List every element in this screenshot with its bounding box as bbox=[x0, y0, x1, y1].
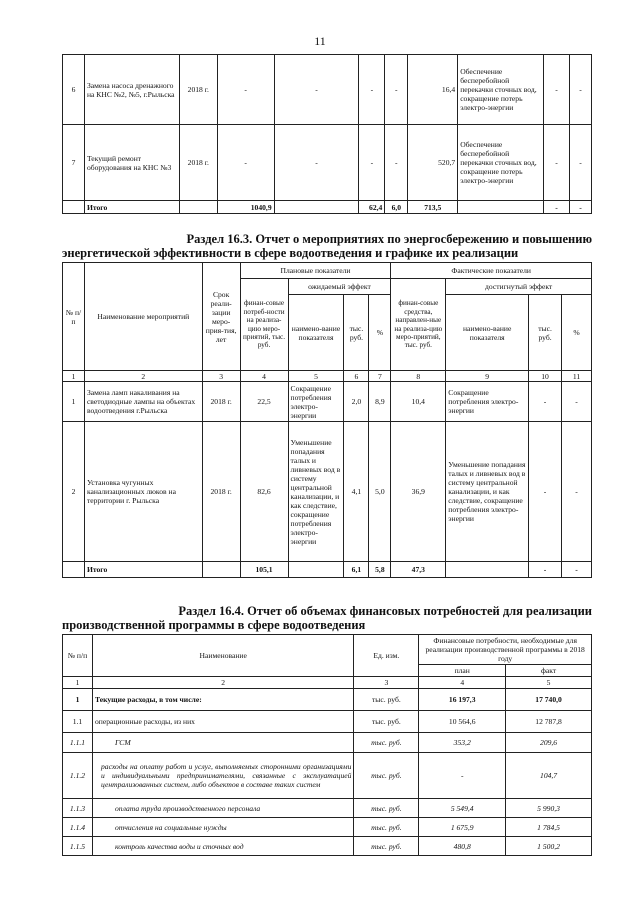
header-indicator: наимено-вание показателя bbox=[288, 295, 344, 371]
cell-value: - bbox=[359, 125, 385, 201]
page-number: 11 bbox=[314, 34, 326, 48]
header-number: № п/п bbox=[63, 635, 93, 677]
header-thous-rub: тыс. руб. bbox=[344, 295, 369, 371]
row-number: 1.1.2 bbox=[63, 753, 93, 799]
table-measures-continued bbox=[62, 54, 592, 214]
effect-description: Уменьшение попадания талых и ливневых вод в систему центральной канализации, и как следствие, сокращение потребления электро-энергии bbox=[446, 422, 529, 562]
plan-value: 480,8 bbox=[419, 837, 506, 856]
item-unit: тыс. руб. bbox=[354, 837, 419, 856]
cell-value: 8,9 bbox=[369, 382, 391, 422]
table-row bbox=[63, 125, 592, 201]
item-name: расходы на оплату работ и услуг, выполняемых сторонними организациями и индивидуальными предпринимателями, связанные с эксплуатацией централизованных систем, либо объектов в составе таких систем bbox=[92, 753, 353, 799]
table-financial-needs bbox=[62, 634, 592, 856]
column-numbers-row bbox=[63, 371, 592, 382]
plan-value: 353,2 bbox=[419, 733, 506, 753]
measure-name: Установка чугунных канализационных люков на территории г. Рыльска bbox=[84, 422, 202, 562]
effect-description: Обеспечение бесперебойной перекачки сточных вод, сокращение потерь электро-энергии bbox=[458, 125, 544, 201]
row-number: 1.1.4 bbox=[63, 818, 93, 837]
header-planned: Плановые показатели bbox=[240, 263, 391, 279]
heading-line: производственной программы в сфере водоотведения bbox=[62, 618, 366, 632]
row-number: 1.1.1 bbox=[63, 733, 93, 753]
header-expected-effect: ожидаемый эффект bbox=[288, 279, 391, 295]
column-number: 3 bbox=[202, 371, 240, 382]
fact-value: 209,6 bbox=[506, 733, 592, 753]
row-number: 6 bbox=[63, 55, 85, 125]
column-number: 5 bbox=[506, 677, 592, 689]
plan-value: 1 675,9 bbox=[419, 818, 506, 837]
measure-year: 2018 г. bbox=[202, 422, 240, 562]
cell-value: 22,5 bbox=[240, 382, 288, 422]
cell-value: 16,4 bbox=[408, 55, 458, 125]
effect-description: Обеспечение бесперебойной перекачки сточных вод, сокращение потерь электро-энергии bbox=[458, 55, 544, 125]
cell-value: - bbox=[274, 125, 359, 201]
fact-value: 104,7 bbox=[506, 753, 592, 799]
item-unit: тыс. руб. bbox=[354, 753, 419, 799]
column-number: 9 bbox=[446, 371, 529, 382]
total-label: Итого bbox=[84, 201, 179, 214]
column-numbers-row bbox=[63, 677, 592, 689]
total-value: 6,1 bbox=[344, 562, 369, 578]
heading-line: Раздел 16.4. Отчет об объемах финансовых потребностей для реализации bbox=[178, 604, 592, 618]
total-value: 1040,9 bbox=[217, 201, 274, 214]
total-value: 47,3 bbox=[391, 562, 446, 578]
header-plan: план bbox=[419, 665, 506, 677]
row-number: 7 bbox=[63, 125, 85, 201]
item-unit: тыс. руб. bbox=[354, 689, 419, 711]
header-unit: Ед. изм. bbox=[354, 635, 419, 677]
column-number: 4 bbox=[240, 371, 288, 382]
cell-value: 520,7 bbox=[408, 125, 458, 201]
cell-value: 5,0 bbox=[369, 422, 391, 562]
column-number: 2 bbox=[84, 371, 202, 382]
table-row bbox=[63, 837, 592, 856]
cell-value: - bbox=[570, 125, 592, 201]
item-name: отчисления на социальные нужды bbox=[92, 818, 353, 837]
heading-line: Раздел 16.3. Отчет о мероприятиях по энергосбережению и повышению bbox=[186, 232, 592, 246]
row-number: 1 bbox=[63, 382, 85, 422]
cell-value: - bbox=[562, 422, 592, 562]
column-number: 8 bbox=[391, 371, 446, 382]
table-row bbox=[63, 753, 592, 799]
total-value: - bbox=[562, 562, 592, 578]
measure-name: Замена насоса дренажного на КНС №2, №5, г.Рыльска bbox=[84, 55, 179, 125]
item-unit: тыс. руб. bbox=[354, 818, 419, 837]
column-number: 1 bbox=[63, 371, 85, 382]
effect-description: Уменьшение попадания талых и ливневых вод в систему центральной канализации, и как следствие, сокращение потребления электро-энергии bbox=[288, 422, 344, 562]
table-row bbox=[63, 422, 592, 562]
measure-name: Замена ламп накаливания на светодиодные лампы на объектах водоотведения г.Рыльска bbox=[84, 382, 202, 422]
table-row bbox=[63, 689, 592, 711]
total-value: - bbox=[544, 201, 570, 214]
plan-value: 10 564,6 bbox=[419, 711, 506, 733]
table-row bbox=[63, 55, 592, 125]
item-name: ГСМ bbox=[92, 733, 353, 753]
column-number: 1 bbox=[63, 677, 93, 689]
cell-value: - bbox=[217, 55, 274, 125]
item-unit: тыс. руб. bbox=[354, 733, 419, 753]
column-number: 6 bbox=[344, 371, 369, 382]
measure-year: 2018 г. bbox=[179, 125, 217, 201]
header-achieved-effect: достигнутый эффект bbox=[446, 279, 592, 295]
cell-value: - bbox=[385, 125, 408, 201]
section-16-4-heading bbox=[62, 604, 592, 632]
fact-value: 12 787,8 bbox=[506, 711, 592, 733]
cell-value: - bbox=[385, 55, 408, 125]
fact-value: 1 784,5 bbox=[506, 818, 592, 837]
item-name: операционные расходы, из них bbox=[92, 711, 353, 733]
cell-value: - bbox=[544, 55, 570, 125]
header-indicator: наимено-вание показателя bbox=[446, 295, 529, 371]
column-number: 10 bbox=[529, 371, 562, 382]
item-name: оплата труда производственного персонала bbox=[92, 799, 353, 818]
cell-value: - bbox=[529, 382, 562, 422]
column-number: 3 bbox=[354, 677, 419, 689]
row-number: 1 bbox=[63, 689, 93, 711]
cell-value: 36,9 bbox=[391, 422, 446, 562]
total-value: 105,1 bbox=[240, 562, 288, 578]
cell-value: - bbox=[529, 422, 562, 562]
header-percent: % bbox=[562, 295, 592, 371]
column-number: 11 bbox=[562, 371, 592, 382]
measure-year: 2018 г. bbox=[202, 382, 240, 422]
header-name: Наименование bbox=[92, 635, 353, 677]
total-value: - bbox=[529, 562, 562, 578]
row-number: 1.1.5 bbox=[63, 837, 93, 856]
cell-value: 82,6 bbox=[240, 422, 288, 562]
table-row bbox=[63, 818, 592, 837]
cell-value: 10,4 bbox=[391, 382, 446, 422]
fact-value: 17 740,0 bbox=[506, 689, 592, 711]
total-value: 6,0 bbox=[385, 201, 408, 214]
total-value: 62,4 bbox=[359, 201, 385, 214]
column-number: 4 bbox=[419, 677, 506, 689]
row-number: 1.1 bbox=[63, 711, 93, 733]
table-row bbox=[63, 382, 592, 422]
plan-value: 5 549,4 bbox=[419, 799, 506, 818]
header-thous-rub: тыс. руб. bbox=[529, 295, 562, 371]
table-row bbox=[63, 733, 592, 753]
total-value: 5,8 bbox=[369, 562, 391, 578]
cell-value: - bbox=[359, 55, 385, 125]
column-number: 2 bbox=[92, 677, 353, 689]
fact-value: 5 990,3 bbox=[506, 799, 592, 818]
header-term: Срок реали-зации меро-прия-тия, лет bbox=[202, 263, 240, 371]
item-name: Текущие расходы, в том числе: bbox=[92, 689, 353, 711]
total-row bbox=[63, 201, 592, 214]
header-fin-need: финан-совые потреб-ности на реализа-цию меро-приятий, тыс. руб. bbox=[240, 279, 288, 371]
row-number: 1.1.3 bbox=[63, 799, 93, 818]
item-name: контроль качества воды и сточных вод bbox=[92, 837, 353, 856]
header-actual: Фактические показатели bbox=[391, 263, 592, 279]
table-row bbox=[63, 711, 592, 733]
cell-value: - bbox=[217, 125, 274, 201]
table-energy-saving bbox=[62, 262, 592, 578]
total-value: - bbox=[570, 201, 592, 214]
column-number: 7 bbox=[369, 371, 391, 382]
fact-value: 1 500,2 bbox=[506, 837, 592, 856]
item-unit: тыс. руб. bbox=[354, 711, 419, 733]
section-16-3-heading bbox=[62, 232, 592, 260]
header-number: № п/п bbox=[63, 263, 85, 371]
header-percent: % bbox=[369, 295, 391, 371]
cell-value: - bbox=[544, 125, 570, 201]
header-name: Наименование мероприятий bbox=[84, 263, 202, 371]
header-fin-means: финан-совые средства, направлен-ные на реализа-цию меро-приятий, тыс. руб. bbox=[391, 279, 446, 371]
plan-value: - bbox=[419, 753, 506, 799]
plan-value: 16 197,3 bbox=[419, 689, 506, 711]
measure-name: Текущий ремонт оборудования на КНС №3 bbox=[84, 125, 179, 201]
cell-value: 2,0 bbox=[344, 382, 369, 422]
effect-description: Сокращение потребления электро-энергии bbox=[446, 382, 529, 422]
total-value: 713,5 bbox=[408, 201, 458, 214]
cell-value: - bbox=[562, 382, 592, 422]
heading-line: энергетической эффективности в сфере водоотведения и графике их реализации bbox=[62, 246, 519, 260]
header-fact: факт bbox=[506, 665, 592, 677]
header-fin-need: Финансовые потребности, необходимые для реализации производственной программы в 2018 году bbox=[419, 635, 592, 665]
total-row bbox=[63, 562, 592, 578]
cell-value: - bbox=[274, 55, 359, 125]
total-label: Итого bbox=[84, 562, 202, 578]
table-row bbox=[63, 799, 592, 818]
cell-value: - bbox=[570, 55, 592, 125]
item-unit: тыс. руб. bbox=[354, 799, 419, 818]
column-number: 5 bbox=[288, 371, 344, 382]
measure-year: 2018 г. bbox=[179, 55, 217, 125]
effect-description: Сокращение потребления электро-энергии bbox=[288, 382, 344, 422]
cell-value: 4,1 bbox=[344, 422, 369, 562]
row-number: 2 bbox=[63, 422, 85, 562]
